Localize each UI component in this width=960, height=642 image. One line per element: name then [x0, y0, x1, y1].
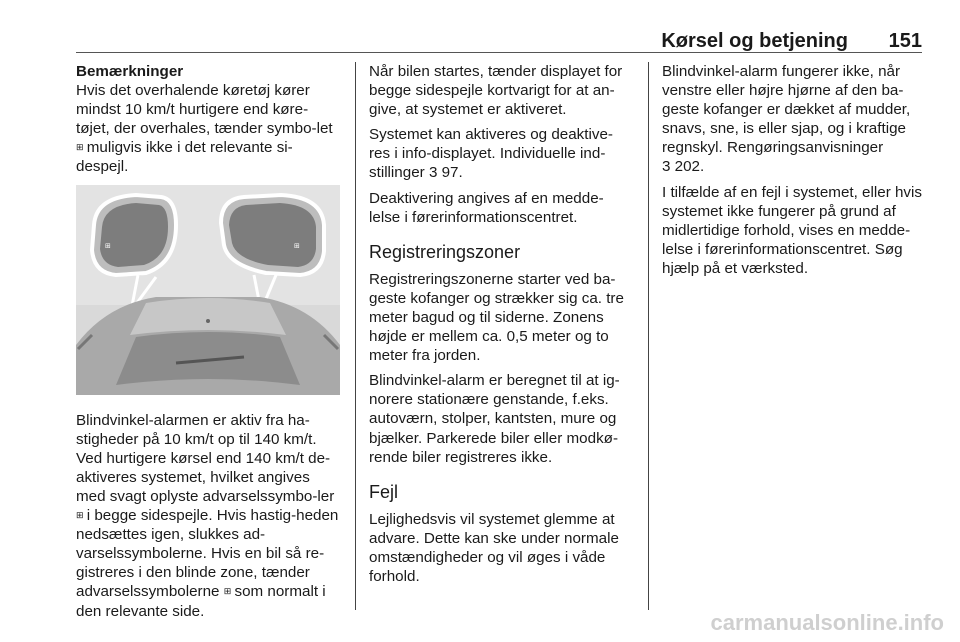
note-heading: Bemærkninger — [76, 63, 184, 80]
ignore-text: Blindvinkel-alarm er beregnet til at ig-norere stationære genstande, f.eks. autoværn, stolper, kantsten, mure og bjælker. Parkerede biler eller modkø-rende biler registreres ikke. — [369, 372, 620, 466]
header-rule — [76, 52, 922, 53]
watermark: carmanualsonline.info — [710, 610, 944, 635]
blind-spot-icon: ⊞ — [76, 510, 83, 521]
error-text: Lejlighedsvis vil systemet glemme at advare. Dette kan ske under normale omstændigheder og vil øges i våde forhold. — [369, 510, 619, 585]
settings-text-a: Systemet kan aktiveres og deaktive-res i info-displayet. Individuelle ind-stillinger — [369, 126, 613, 182]
left-mirror-warning-icon: ⊞ — [105, 241, 111, 250]
page-number: 151 — [888, 30, 922, 52]
zones-text: Registreringszonerne starter ved ba-geste kofanger og strækker sig ca. tre meter bagud og til siderne. Zonens højde er mellem ca. 0,5 meter og to meter fra jorden. — [369, 270, 624, 365]
right-mirror-warning-icon: ⊞ — [294, 241, 300, 250]
column-2 — [369, 62, 633, 592]
activation-text-b: i begge sidespejle. Hvis hastig-heden nedsættes igen, slukkes ad-varselssymbolerne. Hvis en bil så re-gistreres i den blinde zone, tænder advarselssymbolerne — [76, 507, 339, 601]
page-reference[interactable]: 3 97. — [428, 164, 463, 182]
fault-text: I tilfælde af en fejl i systemet, eller hvis systemet ikke fungerer på grund af midlertidige forhold, vises en medde-lelse i førerinformationscentret. Søg hjælp på et værksted. — [662, 183, 922, 277]
heading-detection-zones: Registreringszoner — [369, 241, 521, 262]
deactivation-text: Deaktivering angives af en medde-lelse i førerinformationscentret. — [369, 189, 604, 226]
activation-text-c: som normalt i den relevante side. — [76, 583, 326, 620]
heading-error: Fejl — [369, 481, 399, 502]
note-text-a: Hvis det overhalende køretøj kører mindst 10 km/t hurtigere end køre-tøjet, der overhales, tænder symbo-let — [76, 82, 333, 138]
note-text — [76, 81, 340, 176]
blind-spot-icon: ⊞ — [223, 586, 231, 597]
chapter-title: Kørsel og betjening — [661, 30, 848, 52]
blind-spot-icon: ⊞ — [76, 142, 83, 153]
side-mirror-illustration — [76, 185, 340, 395]
activation-text — [76, 411, 340, 621]
column-divider-1 — [355, 62, 356, 610]
malfunction-text-a: Blindvinkel-alarm fungerer ikke, når venstre eller højre hjørne af den ba-geste kofanger er dækket af mudder, snavs, sne, is eller sjap, og i kraftige regnskyl. Rengøringsanvisninger — [662, 63, 911, 157]
column-1 — [76, 62, 340, 627]
malfunction-text — [662, 62, 926, 177]
page-header — [0, 0, 960, 52]
activation-text-a: Blindvinkel-alarmen er aktiv fra ha-stigheder på 10 km/t op til 140 km/t. Ved hurtigere kørsel end 140 km/t de-aktiveres systemet, hvilket angives med svagt oplyste advarselssymbo-ler — [76, 411, 335, 505]
startup-text: Når bilen startes, tænder displayet for begge sidespejle kortvarigt for at an-give, at systemet er aktiveret. — [369, 63, 623, 119]
page-reference[interactable]: 3 202. — [662, 158, 705, 176]
note-text-b: muligvis ikke i det relevante si-despejl. — [76, 139, 293, 176]
settings-text — [369, 125, 633, 182]
column-3 — [662, 62, 926, 284]
column-divider-2 — [648, 62, 649, 610]
